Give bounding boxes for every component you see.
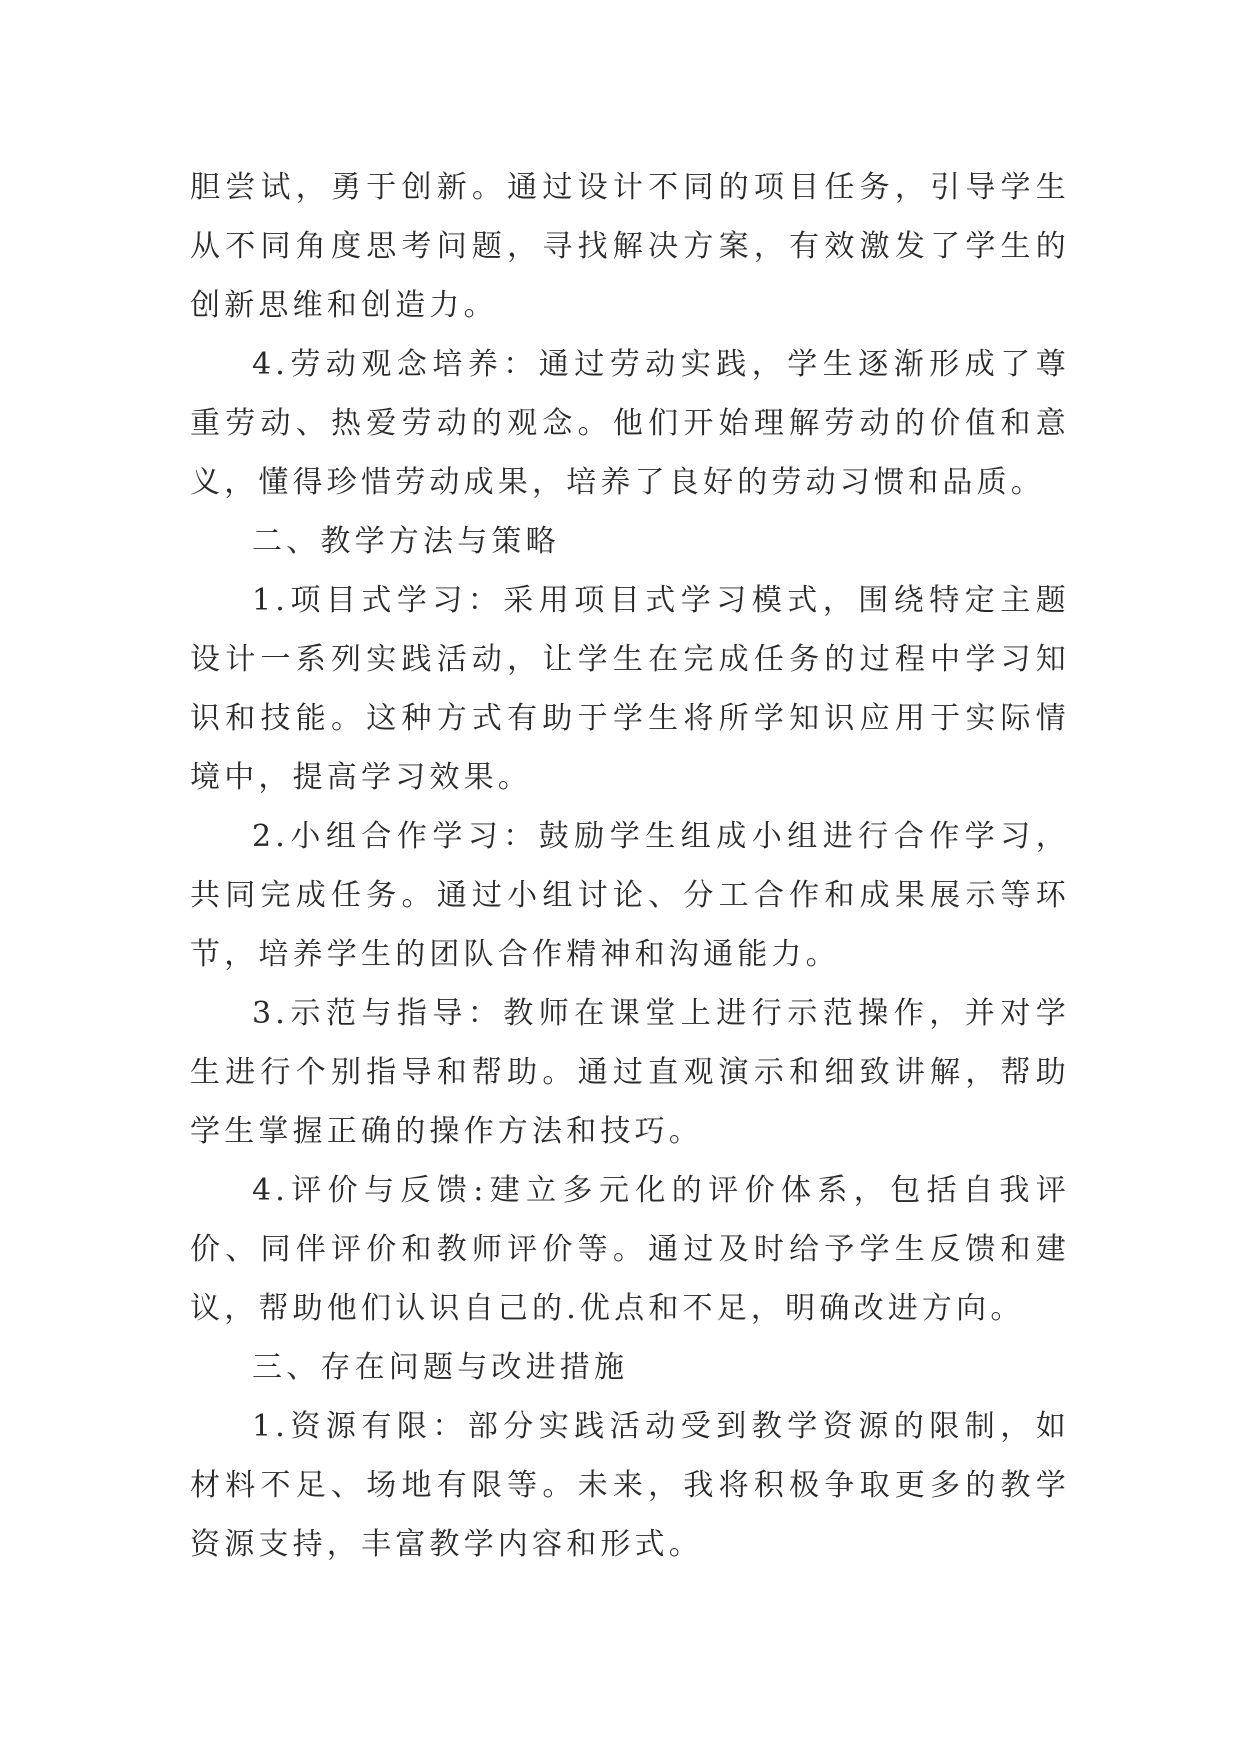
paragraph-innovation-cont: 胆尝试，勇于创新。通过设计不同的项目任务，引导学生从不同角度思考问题，寻找解决方案，有效激发了学生的创新思维和创造力。 (190, 170, 1070, 323)
paragraph-evaluation: 4.评价与反馈:建立多元化的评价体系，包括自我评价、同伴评价和教师评价等。通过及时给予学生反馈和建议，帮助他们认识自己的.优点和不足，明确改进方向。 (190, 1173, 1070, 1326)
paragraph-project-learning: 1.项目式学习：采用项目式学习模式，围绕特定主题设计一系列实践活动，让学生在完成任务的过程中学习知识和技能。这种方式有助于学生将所学知识应用于实际情境中，提高学习效果。 (190, 583, 1070, 795)
section-heading-problems: 三、存在问题与改进措施 (252, 1350, 629, 1385)
paragraph-demonstration: 3.示范与指导：教师在课堂上进行示范操作，并对学生进行个别指导和帮助。通过直观演示和细致讲解，帮助学生掌握正确的操作方法和技巧。 (190, 996, 1070, 1149)
paragraph-group-learning: 2.小组合作学习：鼓励学生组成小组进行合作学习，共同完成任务。通过小组讨论、分工合作和成果展示等环节，培养学生的团队合作精神和沟通能力。 (190, 819, 1070, 972)
paragraph-resources: 1.资源有限：部分实践活动受到教学资源的限制，如材料不足、场地有限等。未来，我将积极争取更多的教学资源支持，丰富教学内容和形式。 (190, 1409, 1070, 1562)
paragraph-labor-concept: 4.劳动观念培养：通过劳动实践，学生逐渐形成了尊重劳动、热爱劳动的观念。他们开始理解劳动的价值和意义，懂得珍惜劳动成果，培养了良好的劳动习惯和品质。 (190, 347, 1070, 500)
section-heading-methods: 二、教学方法与策略 (252, 524, 560, 559)
document-body (190, 158, 1070, 1574)
